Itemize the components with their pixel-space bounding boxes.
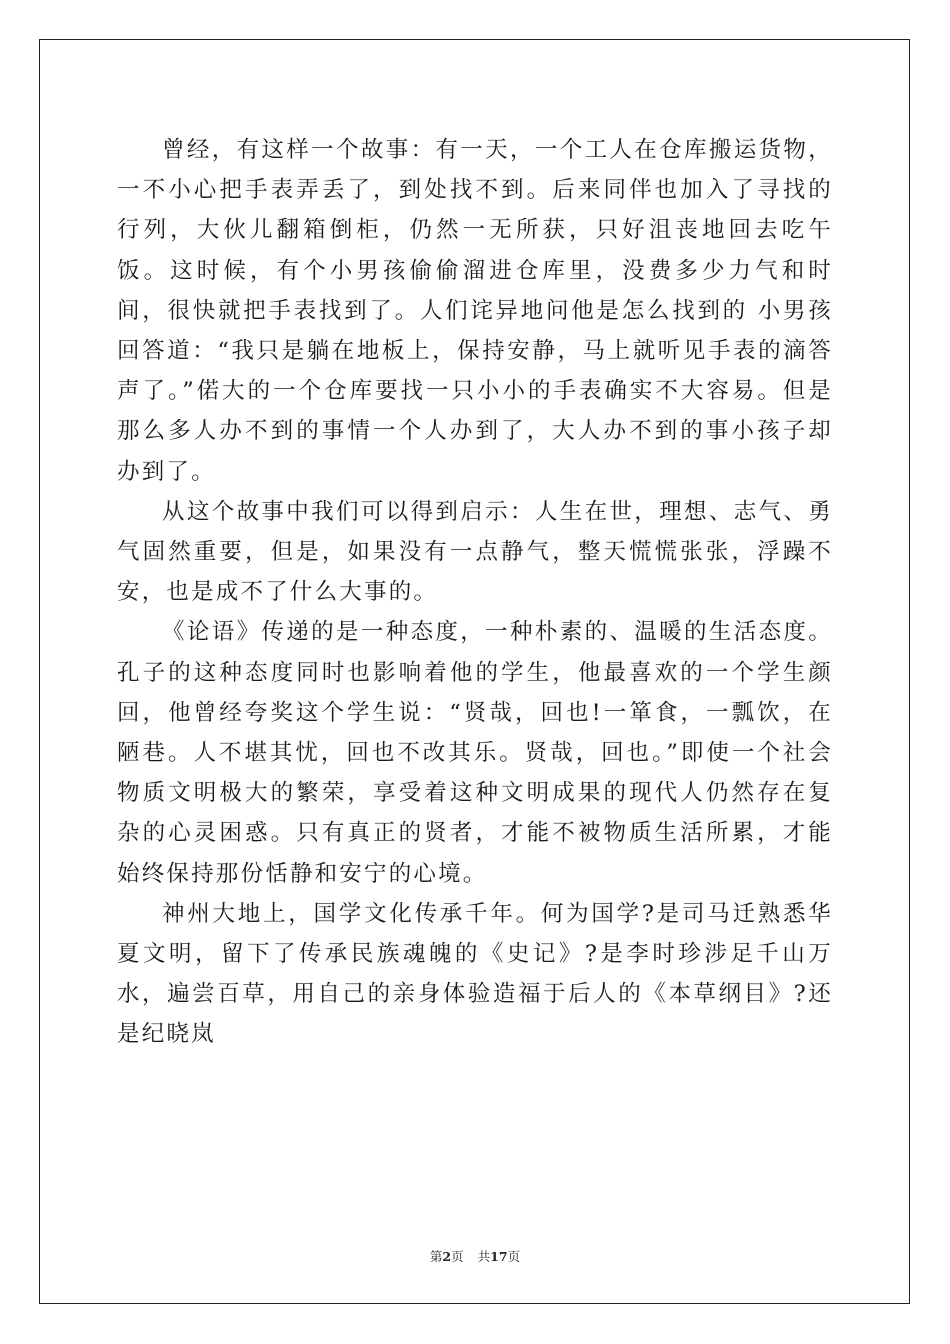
paragraph-4: 神州大地上，国学文化传承千年。何为国学?是司马迁熟悉华夏文明，留下了传承民族魂魄的《史记》?是李时珍涉足千山万水，遍尝百草，用自己的亲身体验造福于后人的《本草纲目》?还是纪晓岚	[117, 900, 833, 1048]
total-prefix: 共	[477, 1249, 491, 1264]
paragraph-3: 《论语》传递的是一种态度，一种朴素的、温暖的生活态度。孔子的这种态度同时也影响着他的学生，他最喜欢的一个学生颜回，他曾经夸奖这个学生说：“贤哉，回也!一箪食，一瓢饮，在陋巷。人不堪其忧，回也不改其乐。贤哉，回也。”即使一个社会物质文明极大的繁荣，享受着这种文明成果的现代人仍然存在复杂的心灵困惑。只有真正的贤者，才能不被物质生活所累，才能始终保持那份恬静和安宁的心境。	[117, 619, 833, 887]
total-pages: 17	[490, 1249, 508, 1264]
paragraph-1: 曾经，有这样一个故事：有一天，一个工人在仓库搬运货物，一不小心把手表弄丢了，到处找不到。后来同伴也加入了寻找的行列，大伙儿翻箱倒柜，仍然一无所获，只好沮丧地回去吃午饭。这时候，有个小男孩偷偷溜进仓库里，没费多少力气和时间，很快就把手表找到了。人们诧异地问他是怎么找到的 小男孩回答道：“我只是躺在地板上，保持安静，马上就听见手表的滴答声了。”偌大的一个仓库要找一只小小的手表确实不大容易。但是那么多人办不到的事情一个人办到了，大人办不到的事小孩子却办到了。	[117, 137, 833, 485]
document-body	[117, 130, 833, 1055]
page-footer	[0, 1247, 950, 1265]
page-prefix: 第	[429, 1249, 443, 1264]
paragraph-2: 从这个故事中我们可以得到启示：人生在世，理想、志气、勇气固然重要，但是，如果没有一点静气，整天慌慌张张，浮躁不安，也是成不了什么大事的。	[117, 498, 833, 606]
total-suffix: 页	[507, 1249, 521, 1264]
page-number: 2	[442, 1249, 452, 1264]
page-suffix: 页	[451, 1249, 464, 1264]
